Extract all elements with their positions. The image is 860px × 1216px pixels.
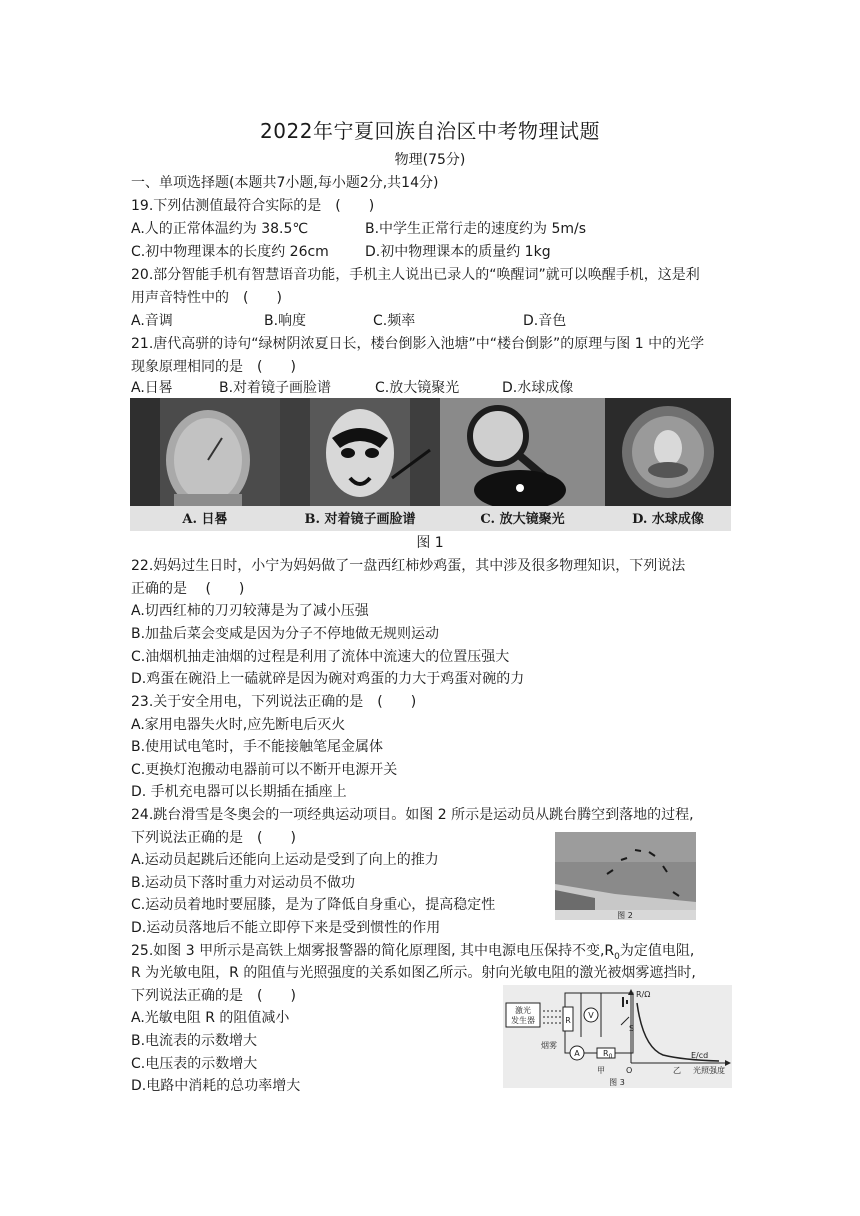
q25-stem-line1-text: 25.如图 3 甲所示是高铁上烟雾报警器的简化原理图, 其中电源电压保持不变,R [131,943,615,959]
q20-option-a: A.音调 [131,313,173,329]
figure-2-caption: 图 2 [617,911,633,920]
q24-stem-line1: 24.跳台滑雪是冬奥会的一项经典运动项目。如图 2 所示是运动员从跳台腾空到落地的过程, [131,807,694,823]
laser-label-1: 激光 [515,1006,531,1015]
q22-stem-line1: 22.妈妈过生日时，小宁为妈妈做了一盘西红柿炒鸡蛋，其中涉及很多物理知识，下列说法 [131,558,686,574]
page-title: 2022年宁夏回族自治区中考物理试题 [260,119,600,143]
q24-stem-line2: 下列说法正确的是 ( ) [131,830,296,846]
q20-option-c: C.频率 [373,313,416,329]
q20-option-b: B.响度 [264,313,307,329]
q25-stem-line3: 下列说法正确的是 ( ) [131,988,296,1004]
q24-option-d: D.运动员落地后不能立即停下来是受到惯性的作用 [131,920,441,936]
q23-option-a: A.家用电器失火时,应先断电后灭火 [131,717,346,733]
q24-option-a: A.运动员起跳后还能向上运动是受到了向上的推力 [131,852,439,868]
q23-option-c: C.更换灯泡搬动电器前可以不断开电源开关 [131,762,398,778]
figure-3-diagram [503,985,732,1088]
q19-option-c: C.初中物理课本的长度约 26cm [131,244,329,260]
section-heading: 一、单项选择题(本题共7小题,每小题2分,共14分) [131,175,439,191]
q24-option-c: C.运动员着地时要屈膝，是为了降低自身重心，提高稳定性 [131,897,496,913]
graph-x-axis-name: 光照强度 [693,1066,725,1075]
photo-caption-c: C. 放大镜聚光 [480,512,565,527]
laser-label-2: 发生器 [511,1016,535,1025]
q25-option-b: B.电流表的示数增大 [131,1033,258,1049]
figure-1-photos [130,398,731,531]
q22-stem-line2: 正确的是 ( ) [131,581,245,597]
subject-heading: 物理(75分) [394,152,466,168]
photo-water-ball [605,398,731,531]
q19-option-a: A.人的正常体温约为 38.5℃ [131,221,309,237]
photo-magnifier [440,398,605,531]
q25-stem-line2: R 为光敏电阻，R 的阻值与光照强度的关系如图乙所示。射向光敏电阻的激光被烟雾遮挡时, [131,965,696,981]
q19-option-d: D.初中物理课本的质量约 1kg [365,244,551,260]
q23-stem: 23.关于安全用电，下列说法正确的是 ( ) [131,694,417,710]
smoke-label: 烟雾 [541,1041,557,1050]
q23-option-b: B.使用试电笔时，手不能接触笔尾金属体 [131,739,384,755]
q22-option-d: D.鸡蛋在碗沿上一磕就碎是因为碗对鸡蛋的力大于鸡蛋对碗的力 [131,671,525,687]
q25-stem-line1-end: 为定值电阻, [619,943,695,959]
photo-caption-b: B. 对着镜子画脸谱 [304,512,416,527]
graph-x-axis-label: E/cd [691,1051,709,1060]
figure-3-smoke-alarm [503,985,732,1088]
q19-stem: 19.下列估测值最符合实际的是 ( ) [131,198,375,214]
photo-sundial [130,398,280,531]
ammeter-label: A [574,1049,580,1058]
q21-option-d: D.水球成像 [502,380,574,396]
q23-option-d: D. 手机充电器可以长期插在插座上 [131,784,347,800]
q20-stem-line2: 用声音特性中的 ( ) [131,290,282,306]
q24-option-b: B.运动员下落时重力对运动员不做功 [131,875,356,891]
figure-2-ski-jump [555,832,696,920]
q25-r0-subscript: 0 [614,951,620,962]
q21-stem-line2: 现象原理相同的是 ( ) [131,359,296,375]
photo-caption-a: A. 日晷 [182,512,228,527]
q21-stem-line1: 21.唐代高骈的诗句“绿树阴浓夏日长，楼台倒影入池塘”中“楼台倒影”的原理与图 1 中的光学 [131,336,705,352]
r0-letter: R [603,1049,609,1058]
q25-option-c: C.电压表的示数增大 [131,1056,258,1072]
r-resistor-label: R [565,1016,571,1025]
q25-option-d: D.电路中消耗的总功率增大 [131,1078,301,1094]
figure-3-caption: 图 3 [609,1078,625,1087]
voltmeter-label: V [588,1011,594,1020]
q21-option-b: B.对着镜子画脸谱 [219,380,332,396]
graph-origin-label: O [626,1066,633,1075]
ski-jump-image [555,832,696,920]
r0-subscript: 0 [608,1053,613,1060]
graph-y-axis-label: R/Ω [636,990,651,999]
q21-option-a: A.日晷 [131,380,173,396]
q21-option-c: C.放大镜聚光 [375,380,460,396]
figure-3-yi-label: 乙 [673,1066,681,1075]
q19-option-b: B.中学生正常行走的速度约为 5m/s [365,221,587,237]
q20-option-d: D.音色 [523,313,567,329]
q22-option-a: A.切西红柿的刀刃较薄是为了减小压强 [131,603,369,619]
q20-stem-line1: 20.部分智能手机有智慧语音功能，手机主人说出已录人的“唤醒词”就可以唤醒手机，这是利 [131,267,700,283]
figure-3-jia-label: 甲 [597,1066,605,1075]
switch-label: S [629,1024,635,1033]
q22-option-c: C.油烟机抽走油烟的过程是利用了流体中流速大的位置压强大 [131,649,510,665]
figure-1-caption: 图 1 [416,535,444,551]
q22-option-b: B.加盐后菜会变咸是因为分子不停地做无规则运动 [131,626,440,642]
photo-mirror-mask [280,398,440,531]
q25-option-a: A.光敏电阻 R 的阻值减小 [131,1010,290,1026]
photo-caption-d: D. 水球成像 [632,512,704,527]
